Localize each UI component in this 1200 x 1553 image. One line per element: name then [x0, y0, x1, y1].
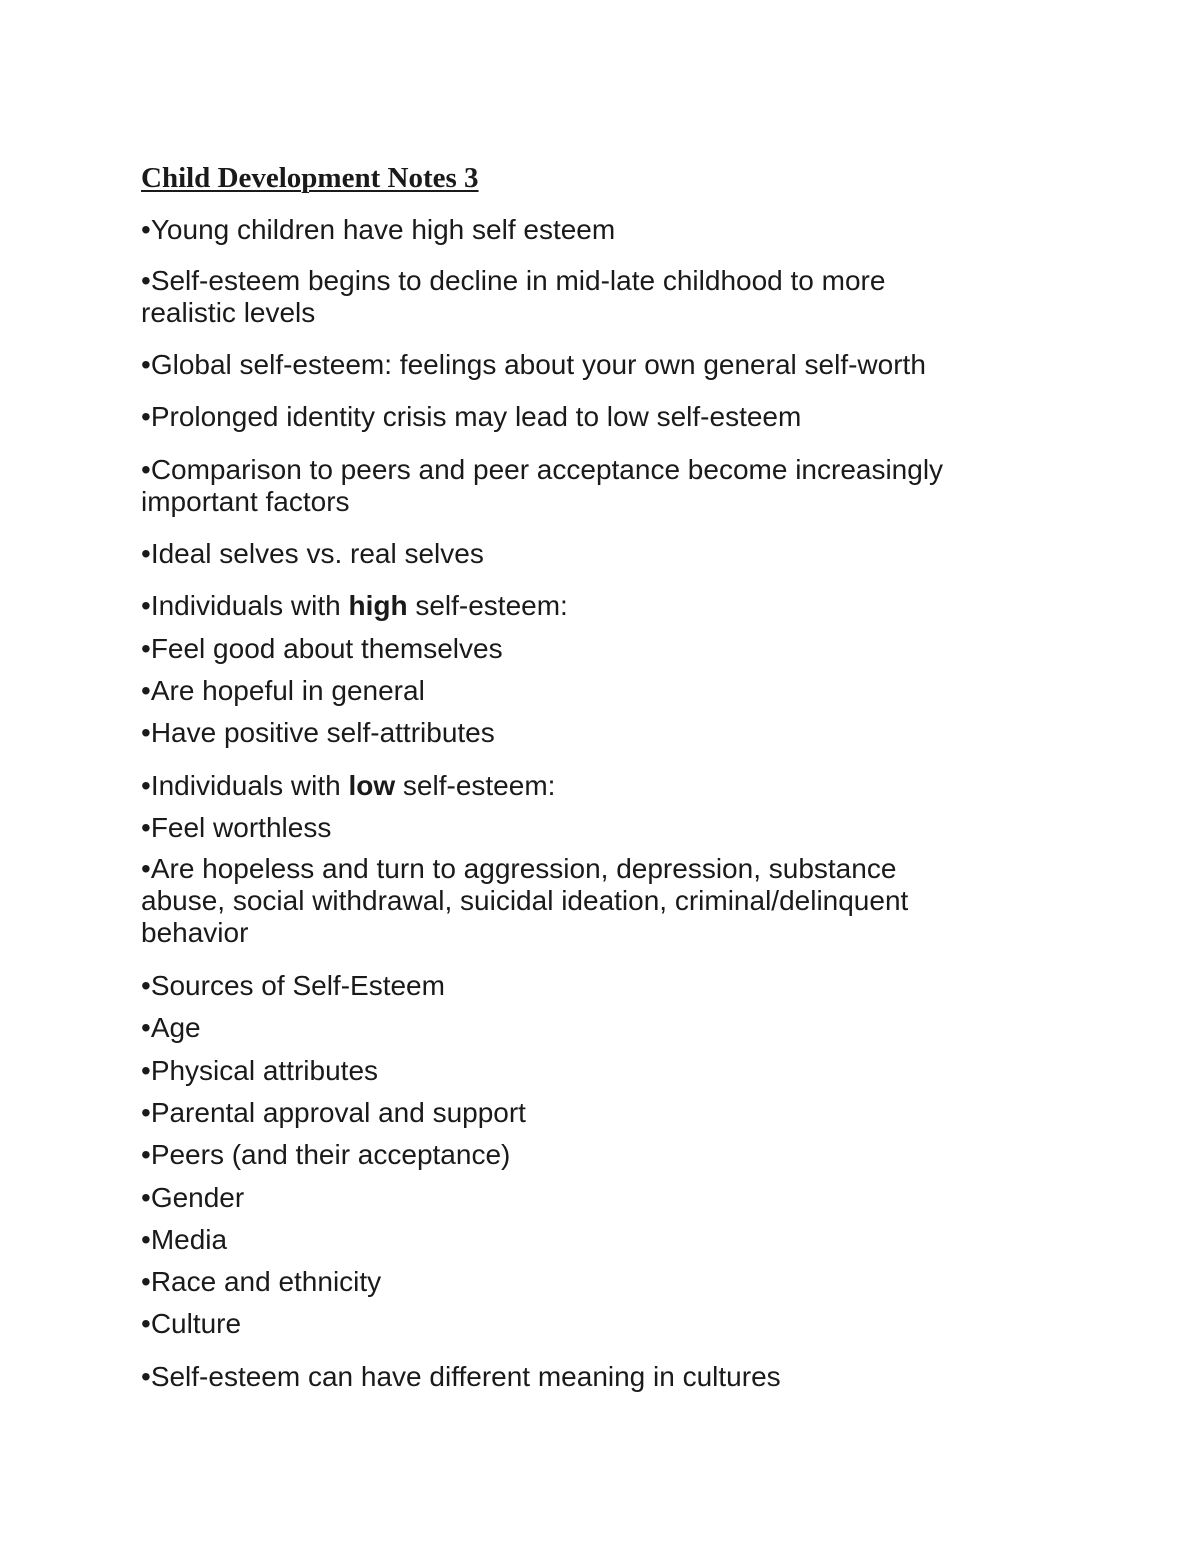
- bullet: •: [141, 1361, 151, 1392]
- note-line: [141, 1012, 201, 1044]
- bullet: •: [141, 538, 151, 569]
- line-text: Self-esteem can have different meaning in cultures: [150, 1361, 781, 1392]
- line-text: Global self-esteem: feelings about your own general self-worth: [150, 349, 926, 380]
- document-title: Child Development Notes 3: [141, 162, 479, 194]
- note-line: [141, 1097, 526, 1129]
- line-text: Prolonged identity crisis may lead to low self-esteem: [150, 401, 802, 432]
- bullet: •: [141, 970, 151, 1001]
- line-text: Feel worthless: [150, 812, 332, 843]
- note-line: [141, 812, 331, 844]
- note-line: [141, 538, 484, 570]
- line-text: Peers (and their acceptance): [150, 1139, 511, 1170]
- line-text: Ideal selves vs. real selves: [150, 538, 484, 569]
- bullet: •: [141, 401, 151, 432]
- line-text: Race and ethnicity: [150, 1266, 382, 1297]
- line-text: Physical attributes: [150, 1055, 379, 1086]
- line-text: Gender: [150, 1182, 245, 1213]
- bullet: •: [141, 214, 151, 245]
- line-text: Comparison to peers and peer acceptance become increasingly: [150, 454, 944, 485]
- bullet: •: [141, 1012, 151, 1043]
- note-line: [141, 853, 896, 885]
- line-text: self-esteem:: [407, 590, 568, 621]
- bullet: •: [141, 812, 151, 843]
- bullet: •: [141, 1182, 151, 1213]
- line-text: realistic levels: [141, 297, 316, 328]
- bullet: •: [141, 454, 151, 485]
- line-text: Sources of Self-Esteem: [150, 970, 445, 1001]
- line-text: Are hopeful in general: [150, 675, 425, 706]
- note-line: [141, 454, 943, 486]
- note-line: [141, 1139, 510, 1171]
- note-line: [141, 349, 926, 381]
- line-text: Media: [150, 1224, 228, 1255]
- note-line: [141, 1224, 227, 1256]
- note-line: [141, 1266, 381, 1298]
- note-line-continuation: [141, 885, 908, 917]
- note-line: [141, 1055, 378, 1087]
- note-line: [141, 717, 495, 749]
- bullet: •: [141, 633, 151, 664]
- line-text: Individuals with: [150, 590, 349, 621]
- bullet: •: [141, 1055, 151, 1086]
- note-line: [141, 1308, 241, 1340]
- note-line: [141, 770, 555, 802]
- line-text: important factors: [141, 486, 350, 517]
- bullet: •: [141, 590, 151, 621]
- note-line: [141, 1182, 244, 1214]
- line-text: Individuals with: [150, 770, 349, 801]
- line-text: Culture: [150, 1308, 242, 1339]
- bullet: •: [141, 349, 151, 380]
- bullet: •: [141, 1224, 151, 1255]
- bullet: •: [141, 853, 151, 884]
- line-text: self-esteem:: [395, 770, 556, 801]
- bullet: •: [141, 265, 151, 296]
- bullet: •: [141, 675, 151, 706]
- emphasis-high: high: [348, 590, 408, 621]
- note-line: [141, 265, 885, 297]
- line-text: Self-esteem begins to decline in mid-late childhood to more: [150, 265, 886, 296]
- line-text: behavior: [141, 917, 249, 948]
- emphasis-low: low: [348, 770, 396, 801]
- bullet: •: [141, 1097, 151, 1128]
- note-line: [141, 590, 568, 622]
- line-text: abuse, social withdrawal, suicidal ideation, criminal/delinquent: [141, 885, 909, 916]
- bullet: •: [141, 1139, 151, 1170]
- note-line: [141, 970, 445, 1002]
- line-text: Feel good about themselves: [150, 633, 503, 664]
- line-text: Are hopeless and turn to aggression, depression, substance: [150, 853, 897, 884]
- note-line-continuation: [141, 297, 315, 329]
- line-text: Have positive self-attributes: [150, 717, 495, 748]
- note-line-continuation: [141, 486, 350, 518]
- note-line: [141, 1361, 781, 1393]
- note-line: [141, 214, 615, 246]
- note-line-continuation: [141, 917, 248, 949]
- bullet: •: [141, 717, 151, 748]
- line-text: Age: [150, 1012, 201, 1043]
- bullet: •: [141, 770, 151, 801]
- note-line: [141, 675, 425, 707]
- bullet: •: [141, 1308, 151, 1339]
- note-line: [141, 633, 503, 665]
- note-line: [141, 401, 801, 433]
- line-text: Parental approval and support: [150, 1097, 526, 1128]
- bullet: •: [141, 1266, 151, 1297]
- line-text: Young children have high self esteem: [150, 214, 616, 245]
